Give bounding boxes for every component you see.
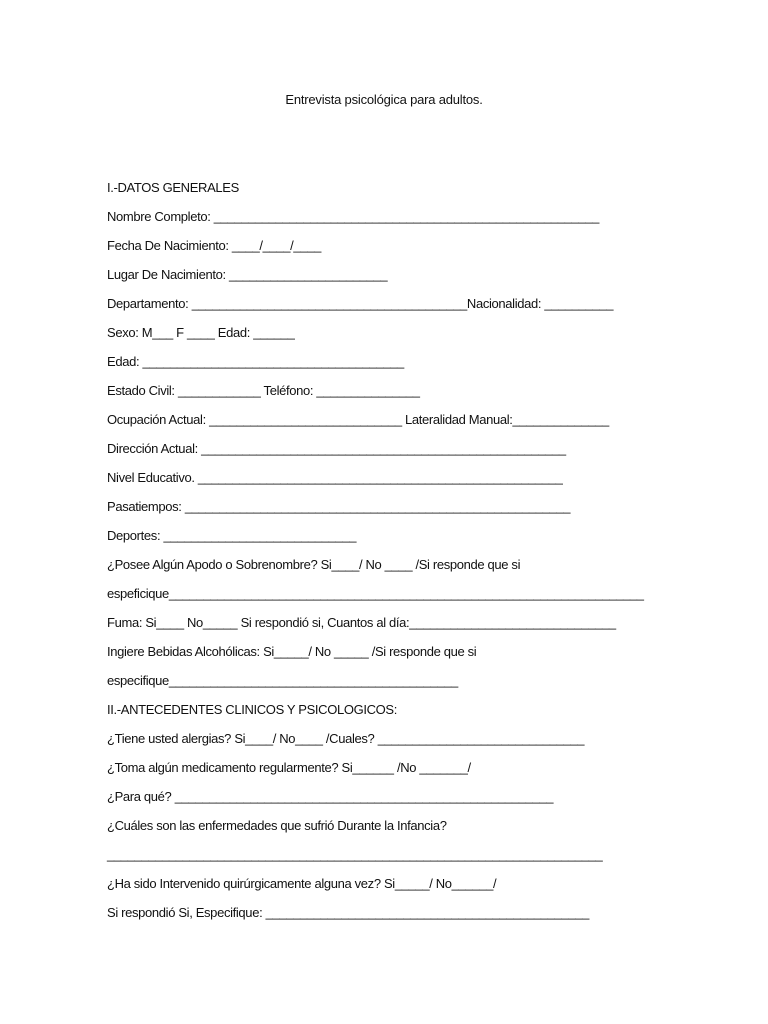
field-lugar-nacimiento: Lugar De Nacimiento: _______________________: [107, 267, 388, 282]
field-apodo-question: ¿Posee Algún Apodo o Sobrenombre? Si____/ No ____ /Si responde que si: [107, 557, 521, 572]
field-nombre-completo: Nombre Completo: ________________________________________________________: [107, 209, 600, 224]
field-edad: Edad: ______________________________________: [107, 354, 404, 369]
field-estado-civil-telefono: Estado Civil: ____________ Teléfono: _______________: [107, 383, 420, 398]
field-fuma: Fuma: Si____ No_____ Si respondió si, Cuantos al día:______________________________: [107, 615, 616, 630]
field-medicamento: ¿Toma algún medicamento regularmente? Si______ /No _______/: [107, 760, 471, 775]
field-pasatiempos: Pasatiempos: ________________________________________________________: [107, 499, 571, 514]
field-apodo-especifique: espeficique_____________________________________________________________________: [107, 586, 644, 601]
field-bebidas-especifique: especifique__________________________________________: [107, 673, 458, 688]
field-ocupacion-lateralidad: Ocupación Actual: ____________________________ Lateralidad Manual:______________: [107, 412, 609, 427]
document-title: Entrevista psicológica para adultos.: [285, 92, 483, 107]
field-bebidas-question: Ingiere Bebidas Alcohólicas: Si_____/ No _____ /Si responde que si: [107, 644, 477, 659]
field-enfermedades-answer: ________________________________________________________________________: [107, 847, 603, 862]
section-heading-datos-generales: I.-DATOS GENERALES: [107, 180, 239, 195]
field-fecha-nacimiento: Fecha De Nacimiento: ____/____/____: [107, 238, 321, 253]
field-departamento-nacionalidad: Departamento: ________________________________________Nacionalidad: __________: [107, 296, 614, 311]
field-deportes: Deportes: ____________________________: [107, 528, 357, 543]
field-intervenido-quirurgicamente: ¿Ha sido Intervenido quirúrgicamente alguna vez? Si_____/ No______/: [107, 876, 497, 891]
field-nivel-educativo: Nivel Educativo. _____________________________________________________: [107, 470, 563, 485]
field-sexo-edad: Sexo: M___ F ____ Edad: ______: [107, 325, 295, 340]
field-intervenido-especifique: Si respondió Si, Especifique: _______________________________________________: [107, 905, 589, 920]
section-heading-antecedentes: II.-ANTECEDENTES CLINICOS Y PSICOLOGICOS:: [107, 702, 398, 717]
field-direccion-actual: Dirección Actual: _____________________________________________________: [107, 441, 566, 456]
field-para-que: ¿Para qué? _______________________________________________________: [107, 789, 554, 804]
field-enfermedades-question: ¿Cuáles son las enfermedades que sufrió Durante la Infancia?: [107, 818, 447, 833]
field-alergias: ¿Tiene usted alergias? Si____/ No____ /Cuales? ______________________________: [107, 731, 585, 746]
